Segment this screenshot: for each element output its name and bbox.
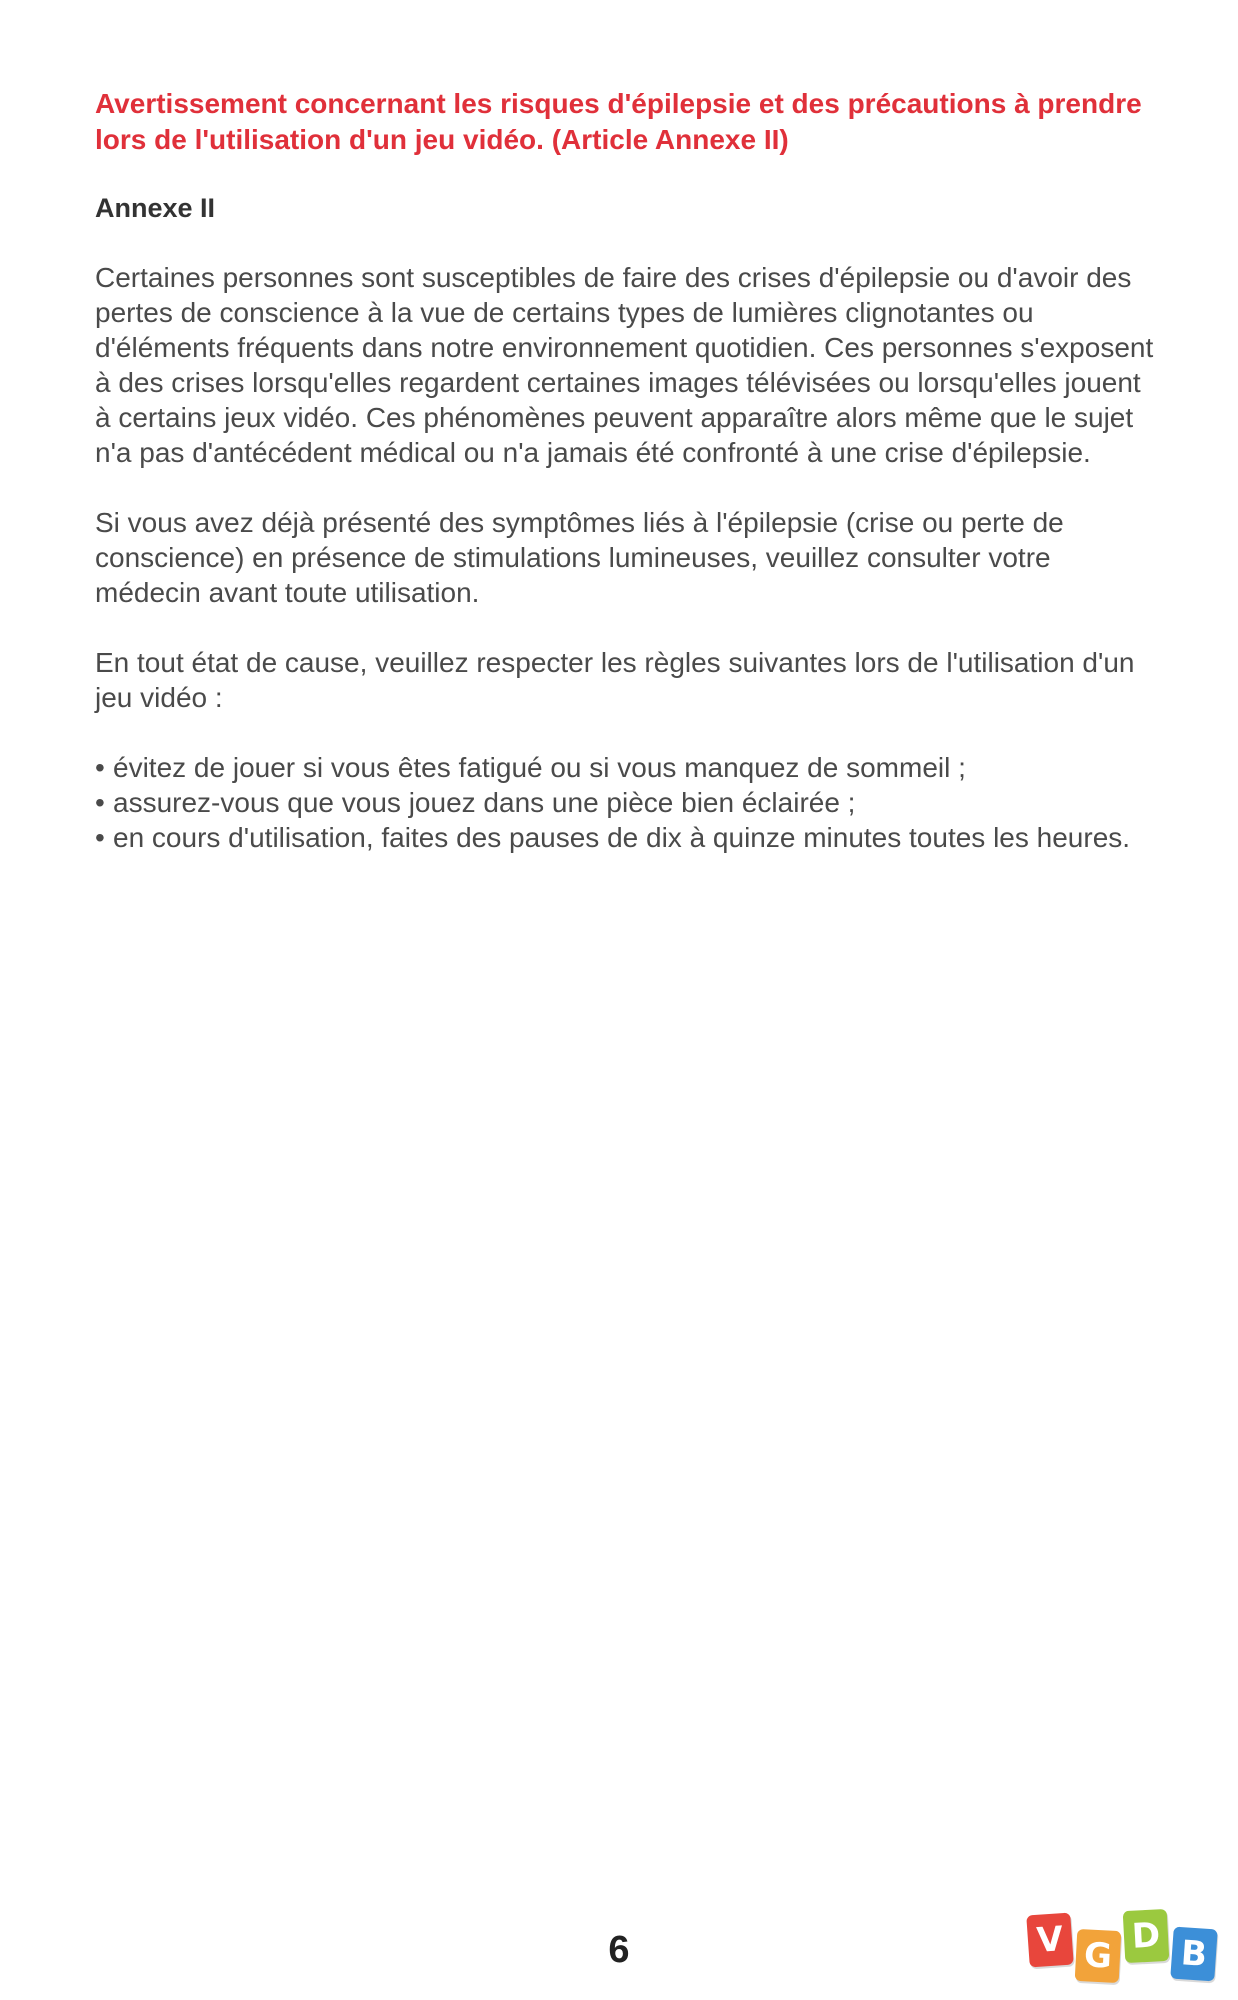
bullet-icon: •	[95, 787, 105, 818]
list-item-text: assurez-vous que vous jouez dans une pièce bien éclairée ;	[113, 787, 856, 818]
paragraph-epilepsy-risk: Certaines personnes sont susceptibles de faire des crises d'épilepsie ou d'avoir des pertes de conscience à la vue de certains types de lumières clignotantes ou d'éléments fréquents dans notre environnement quotidien. Ces personnes s'exposent à des crises lorsqu'elles regardent certaines images télévisées ou lorsqu'elles jouent à certains jeux vidéo. Ces phénomènes peuvent apparaître alors même que le sujet n'a pas d'antécédent médical ou n'a jamais été confronté à une crise d'épilepsie.	[95, 262, 1154, 468]
vgdb-logo	[1028, 1910, 1228, 1990]
list-item-text: en cours d'utilisation, faites des pauses de dix à quinze minutes toutes les heures.	[113, 822, 1131, 853]
logo-tile-b: B	[1170, 1927, 1218, 1982]
logo-tile-g: G	[1075, 1929, 1122, 1983]
logo-tile-v: V	[1026, 1913, 1074, 1968]
logo-tile-d: D	[1123, 1909, 1170, 1963]
list-item	[95, 785, 1155, 820]
page-content	[95, 86, 1155, 855]
list-item-text: évitez de jouer si vous êtes fatigué ou si vous manquez de sommeil ;	[113, 752, 966, 783]
precautions-list	[95, 750, 1155, 855]
warning-title: Avertissement concernant les risques d'épilepsie et des précautions à prendre lors de l'utilisation d'un jeu vidéo. (Article Annexe II)	[95, 88, 1142, 155]
bullet-icon: •	[95, 752, 105, 783]
page-number: 6	[608, 1929, 630, 1971]
bullet-icon: •	[95, 822, 105, 853]
section-heading: Annexe II	[95, 193, 216, 223]
list-item	[95, 750, 1155, 785]
list-item	[95, 820, 1155, 855]
paragraph-rules-intro: En tout état de cause, veuillez respecter les règles suivantes lors de l'utilisation d'un jeu vidéo :	[95, 647, 1135, 713]
paragraph-consult-doctor: Si vous avez déjà présenté des symptômes liés à l'épilepsie (crise ou perte de conscience) en présence de stimulations lumineuses, veuillez consulter votre médecin avant toute utilisation.	[95, 507, 1064, 608]
